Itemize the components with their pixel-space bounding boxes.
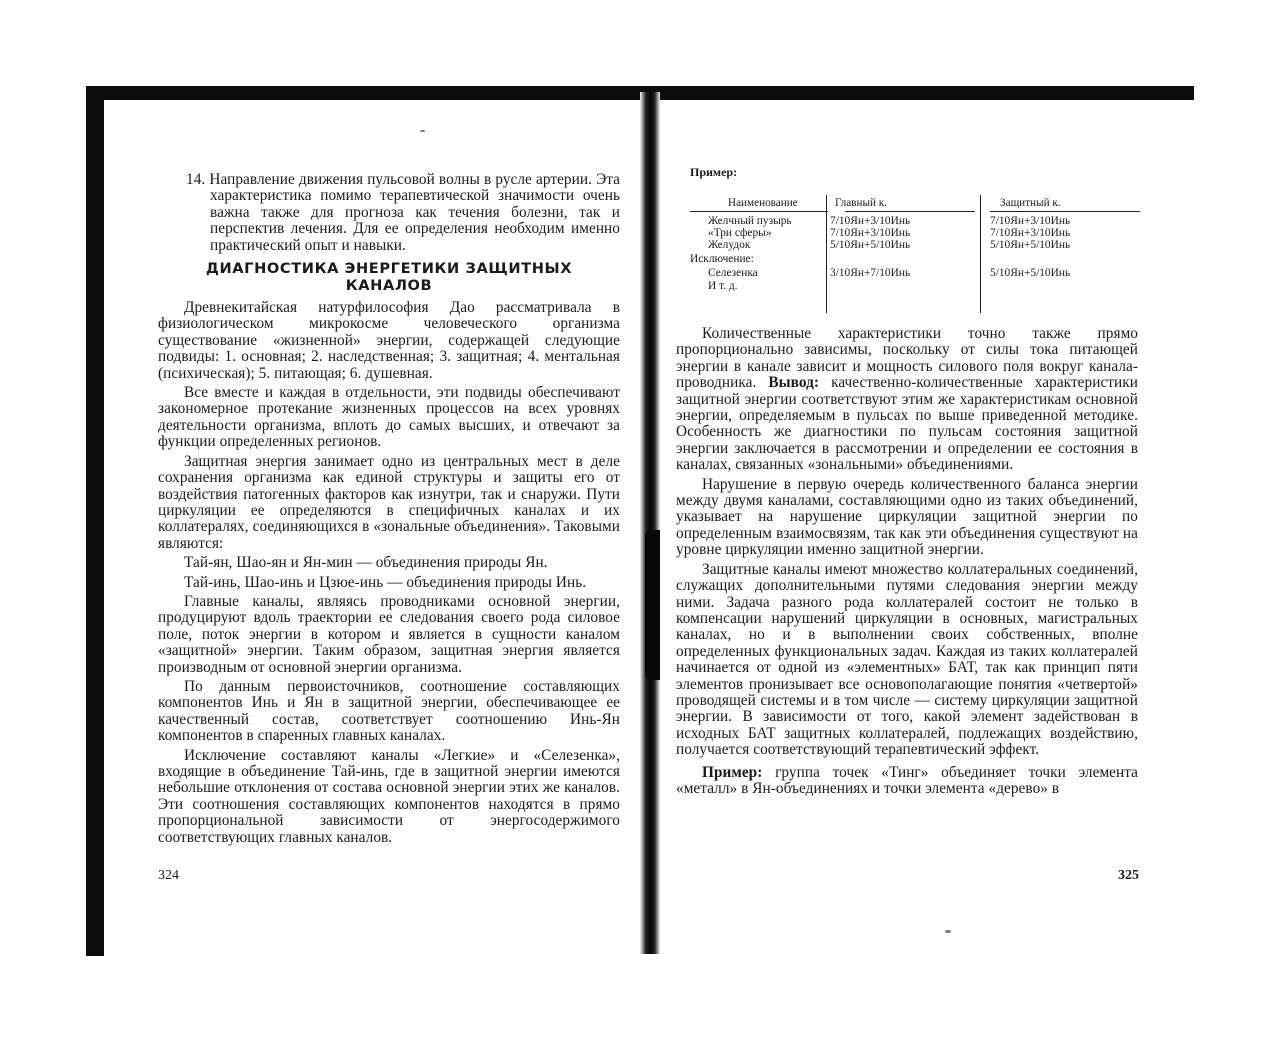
page-number-left: 324	[158, 868, 179, 883]
paragraph: Тай-ян, Шао-ян и Ян-мин — объединения природы Ян.	[184, 554, 548, 572]
example-table-title: Пример:	[690, 165, 738, 179]
paragraph-text: группа точек «Тинг» объединяет точки элемента «металл» в Ян-объединениях и точки элемента «дерево» в	[676, 763, 1139, 797]
right-page-text	[676, 326, 1138, 800]
table-cell-name: И т. д.	[708, 279, 738, 292]
right-page	[660, 100, 1194, 954]
table-row	[690, 280, 1152, 293]
table-rule	[845, 211, 975, 212]
paragraph	[676, 765, 1138, 798]
heading-line-1: ДИАГНОСТИКА ЭНЕРГЕТИКИ ЗАЩИТНЫХ	[205, 260, 573, 278]
paragraph: Нарушение в первую очередь количественного баланса энергии между двумя каналами, составляющими одно из таких объединений, указывает на нарушение циркуляции защитной энергии по определенным взаимосвязям, так как эти объединения существуют на уровне циркуляции именно защитной энергии.	[676, 475, 1138, 559]
paragraph: Защитные каналы имеют множество коллатеральных соединений, служащих дополнительными путями следования энергии между ними. Задача разного рода коллатералей состоит не только в компенсации нарушений циркуляции в основных, магистральных каналах, но и в выполнении своих собственных, вполне определенных функциональных задач. Каждая из таких коллатералей начинается от одной из «элементных» БАТ, так как принцип пяти элементов пронизывает все основополагающие понятия «четвертой» проводящей системы и в том числе — систему циркуляции защитной энергии. В зависимости от того, какой элемент задействован в исходных БАТ защитных коллатералей, подлежащих воздействию, получается соответствующий терапевтический эффект.	[676, 560, 1138, 759]
list-item-14: 14. Направление движения пульсовой волны в русле артерии. Эта характеристика помимо терапевтической значимости очень важна также для прогноза как течения болезни, так и перспектив лечения. Для ее определения необходим именно практический опыт и навыки.	[186, 171, 620, 254]
paragraph-text: качественно-количественные характеристики защитной энергии соответствуют этим же характеристикам основной энергии, определяемым в пульсах по выше приведенной методике. Особенность же диагностики по пульсам состояния защитной энергии заключается в рассмотрении и определении ее состояния в каналах, связанных «зональными» объединениями.	[676, 374, 1138, 474]
table-rule	[990, 211, 1140, 212]
example-table-grid	[690, 181, 1152, 311]
paragraph: Исключение составляют каналы «Легкие» и «Селезенка», входящие в объединение Тай-инь, где в защитной энергии имеются небольшие отклонения от состава основной энергии этих же каналов. Эти соотношения составляющих компонентов находятся в прямо пропорциональной зависимости от энергосодержимого соответствующих главных каналов.	[158, 746, 620, 846]
paragraph-text: Количественные характеристики точно также прямо пропорционально зависимы, поскольку от силы тока питающей энергии в канале зависит и мощность силового поля вокруг канала-проводника.	[676, 325, 1138, 392]
bold-label: Вывод:	[768, 374, 820, 392]
left-page	[104, 100, 640, 954]
table-cell-main: 3/10Ян+7/10Инь	[830, 266, 911, 279]
table-cell-name: Исключение:	[690, 252, 754, 265]
table-cell-main: 7/10Ян+3/10Инь	[830, 214, 911, 227]
table-cell-defensive: 5/10Ян+5/10Инь	[990, 266, 1071, 279]
table-cell-name: Желудок	[708, 238, 751, 251]
scan-speck	[420, 130, 425, 132]
left-page-text	[158, 172, 620, 849]
table-rule	[690, 211, 828, 212]
paragraph: Главные каналы, являясь проводниками основной энергии, продуцируют вдоль траектории ее следования своего рода силовое поле, поток энергии в котором и является в сущности каналом «защитной» энергии. Таким образом, защитная энергия является производным от основной энергии организма.	[158, 592, 620, 676]
section-heading	[158, 260, 620, 294]
table-header-name: Наименование	[728, 196, 798, 209]
table-cell-defensive: 5/10Ян+5/10Инь	[990, 238, 1071, 251]
table-cell-name: «Три сферы»	[708, 226, 772, 239]
example-table	[690, 166, 1152, 311]
table-cell-name: Желчный пузырь	[708, 214, 792, 227]
table-cell-defensive: 7/10Ян+3/10Инь	[990, 214, 1071, 227]
table-row	[690, 239, 1152, 252]
book-spine	[640, 92, 660, 954]
table-cell-main: 5/10Ян+5/10Инь	[830, 238, 911, 251]
paragraph: Все вместе и каждая в отдельности, эти подвиды обеспечивают закономерное протекание жизненных процессов на всех уровнях деятельности организма, вплоть до самых высших, и отвечают за функции определенных регионов.	[158, 384, 620, 451]
heading-line-2: КАНАЛОВ	[345, 277, 433, 295]
paragraph	[676, 326, 1138, 474]
paragraph: Древнекитайская натурфилософия Дао рассматривала в физиологическом микрокосме человеческого организма существование «жизненной» энергии, содержащей следующие подвиды: 1. основная; 2. наследственная; 3. защитная; 4. ментальная (психическая); 5. питающая; 6. душевная.	[158, 299, 620, 382]
paragraph: Защитная энергия занимает одно из центральных мест в деле сохранения организма как единой структуры и защиты его от воздействия патогенных факторов как изнутри, так и снаружи. Пути циркуляции ее определяются в специфичных каналах и их коллатералях, соединяющихся в «зональные объединения». Таковыми являются:	[158, 452, 620, 552]
scan-border-left	[86, 86, 104, 956]
table-cell-main: 7/10Ян+3/10Инь	[830, 226, 911, 239]
page-number-right: 325	[1118, 868, 1139, 883]
table-header-main: Главный к.	[835, 196, 887, 209]
table-row	[690, 267, 1152, 280]
paragraph: По данным первоисточников, соотношение составляющих компонентов Инь и Ян в защитной энергии, обеспечивающее ее качественный состав, соответствует соотношению Инь-Ян компонентов в спаренных главных каналах.	[158, 677, 620, 745]
table-cell-name: Селезенка	[708, 266, 758, 279]
table-cell-defensive: 7/10Ян+3/10Инь	[990, 226, 1071, 239]
scan-speck	[945, 930, 951, 933]
table-row	[690, 253, 1152, 266]
table-header-defensive: Защитный к.	[1000, 196, 1061, 209]
paragraph: Тай-инь, Шао-инь и Цзюе-инь — объединения природы Инь.	[184, 573, 587, 591]
bold-label: Пример:	[702, 763, 763, 781]
